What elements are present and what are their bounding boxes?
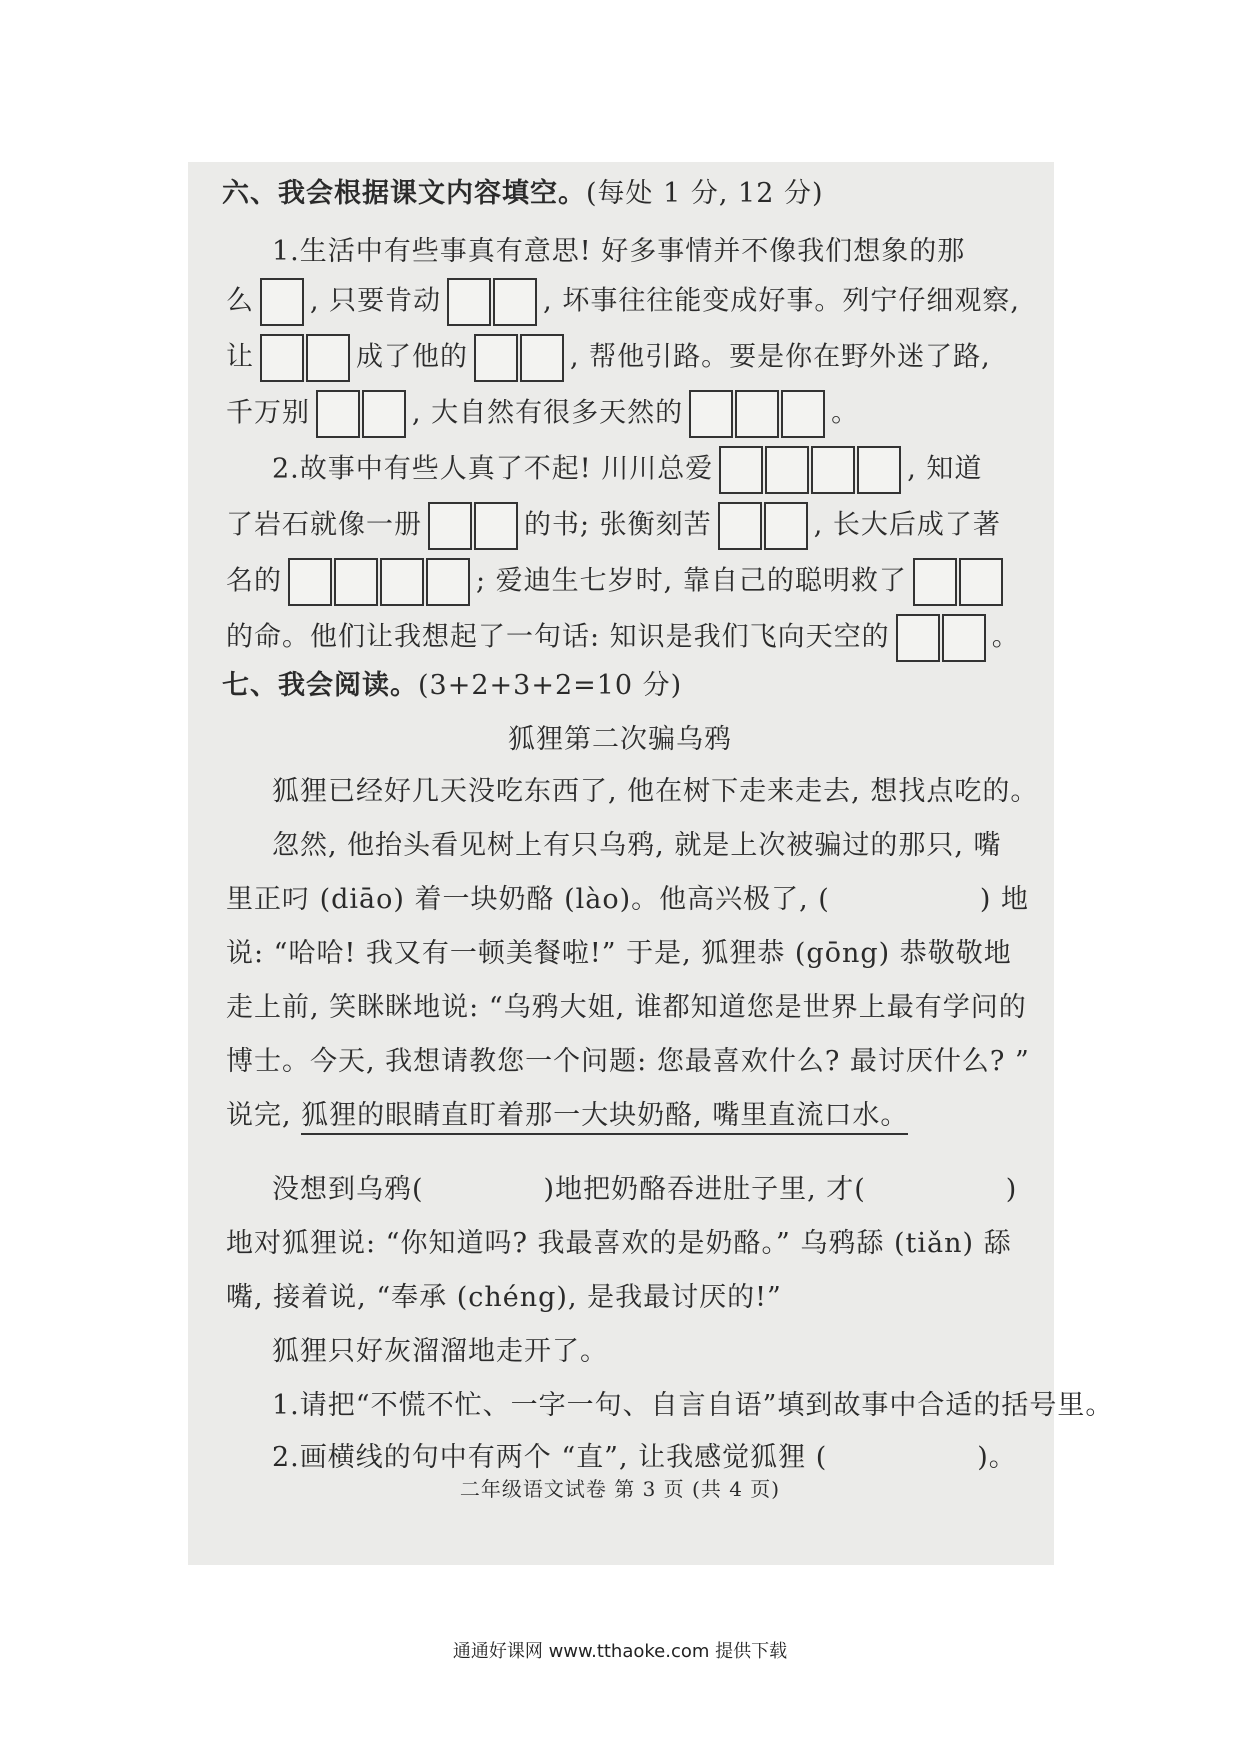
answer-boxes-7[interactable] [718,446,902,494]
answer-box[interactable] [474,502,518,550]
answer-boxes-10[interactable] [287,558,471,606]
answer-boxes-6[interactable] [688,390,826,438]
text: 。 [831,397,860,429]
text: 成了他的 [356,341,468,373]
answer-box[interactable] [260,278,304,326]
answer-box[interactable] [718,502,762,550]
answer-boxes-11[interactable] [912,558,1004,606]
answer-box[interactable] [719,446,763,494]
text: )地把奶酪吞进肚子里, 才( [543,1174,866,1205]
answer-box[interactable] [288,558,332,606]
answer-box[interactable] [306,334,350,382]
s6-p2-line4 [226,614,1020,662]
text: , 帮他引路。要是你在野外迷了路, [570,341,991,373]
text: , 知道 [907,453,983,485]
s6-p2-line3 [226,558,1009,606]
story-line-10: 嘴, 接着说, “奉承 (chéng), 是我最讨厌的!” [226,1282,782,1313]
answer-boxes-12[interactable] [895,614,987,662]
text: 名的 [226,565,282,597]
answer-box[interactable] [764,502,808,550]
answer-box[interactable] [474,334,518,382]
answer-box[interactable] [689,390,733,438]
answer-box[interactable] [942,614,986,662]
download-watermark: 通通好课网 www.tthaoke.com 提供下载 [452,1641,788,1662]
story-line-9: 地对狐狸说: “你知道吗? 我最喜欢的是奶酪。” 乌鸦舔 (tiǎn) 舔 [226,1228,1012,1259]
answer-box[interactable] [896,614,940,662]
underlined-sentence: 狐狸的眼睛直盯着那一大块奶酪, 嘴里直流口水。 [301,1100,908,1135]
answer-box[interactable] [781,390,825,438]
answer-box[interactable] [334,558,378,606]
section-7-heading [222,666,682,706]
answer-box[interactable] [426,558,470,606]
section-7-title: 七、我会阅读。 [222,670,418,701]
answer-boxes-8[interactable] [427,502,519,550]
text: ) 地 [979,884,1029,915]
s6-p1-line3 [226,334,991,382]
answer-boxes-2[interactable] [446,278,538,326]
s6-p1-line4 [226,390,859,438]
section-6-heading [222,174,824,214]
answer-box[interactable] [857,446,901,494]
story-line-7 [226,1096,908,1136]
text: 没想到乌鸦( [272,1174,424,1205]
text: 千万别 [226,397,310,429]
page-footer: 二年级语文试卷 第 3 页 (共 4 页) [459,1477,781,1501]
answer-box[interactable] [811,446,855,494]
s6-p2-line2 [226,502,1001,550]
story-line-8 [272,1170,1017,1210]
answer-box[interactable] [447,278,491,326]
answer-boxes-5[interactable] [315,390,407,438]
story-line-11: 狐狸只好灰溜溜地走开了。 [272,1336,608,1367]
story-line-4: 说: “哈哈! 我又有一顿美餐啦!” 于是, 狐狸恭 (gōng) 恭敬敬地 [226,938,1012,969]
answer-boxes-4[interactable] [473,334,565,382]
question-1: 1.请把“不慌不忙、一字一句、自言自语”填到故事中合适的括号里。 [272,1390,1114,1421]
text: 里正叼 (diāo) 着一块奶酪 (lào)。他高兴极了, ( [226,884,830,915]
answer-box[interactable] [493,278,537,326]
question-2 [272,1438,1017,1478]
answer-box[interactable] [428,502,472,550]
text: 了岩石就像一册 [226,509,422,541]
s6-p2-line1 [272,446,982,494]
text: 的书; 张衡刻苦 [524,509,712,541]
story-line-1: 狐狸已经好几天没吃东西了, 他在树下走来走去, 想找点吃的。 [272,776,1039,807]
answer-box[interactable] [316,390,360,438]
text: )。 [977,1442,1017,1473]
section-6-title: 六、我会根据课文内容填空。 [222,178,586,209]
answer-box[interactable] [913,558,957,606]
text: 让 [226,341,254,373]
text: , 长大后成了著 [813,509,1001,541]
answer-boxes-1[interactable] [259,278,305,326]
text: , 只要肯动 [310,285,442,317]
answer-box[interactable] [260,334,304,382]
text: ) [1005,1174,1018,1205]
text: , 大自然有很多天然的 [412,397,684,429]
text: 。 [991,621,1020,653]
story-line-5: 走上前, 笑眯眯地说: “乌鸦大姐, 谁都知道您是世界上最有学问的 [226,992,1027,1023]
text: 2.画横线的句中有两个 “直”, 让我感觉狐狸 ( [272,1442,828,1473]
text: 么 [226,285,254,317]
answer-boxes-9[interactable] [717,502,809,550]
s6-p1-line1: 1.生活中有些事真有意思! 好多事情并不像我们想象的那 [272,236,966,267]
text: ; 爱迪生七岁时, 靠自己的聪明救了 [476,565,907,597]
text: 说完, [226,1100,302,1131]
text: , 坏事往往能变成好事。列宁仔细观察, [543,285,1020,317]
text: 2.故事中有些人真了不起! 川川总爱 [272,453,714,485]
answer-box[interactable] [520,334,564,382]
answer-box[interactable] [735,390,779,438]
story-line-2: 忽然, 他抬头看见树上有只乌鸦, 就是上次被骗过的那只, 嘴 [272,830,1002,861]
section-7-score: (3+2+3+2=10 分) [418,670,683,701]
text: 的命。他们让我想起了一句话: 知识是我们飞向天空的 [226,621,890,653]
answer-box[interactable] [380,558,424,606]
answer-box[interactable] [959,558,1003,606]
story-line-3 [226,880,1029,920]
answer-box[interactable] [362,390,406,438]
answer-box[interactable] [765,446,809,494]
section-6-score: (每处 1 分, 12 分) [586,178,824,209]
answer-boxes-3[interactable] [259,334,351,382]
s6-p1-line2 [226,278,1020,326]
story-title: 狐狸第二次骗乌鸦 [508,724,732,755]
story-line-6: 博士。今天, 我想请教您一个问题: 您最喜欢什么? 最讨厌什么? ” [226,1046,1030,1077]
